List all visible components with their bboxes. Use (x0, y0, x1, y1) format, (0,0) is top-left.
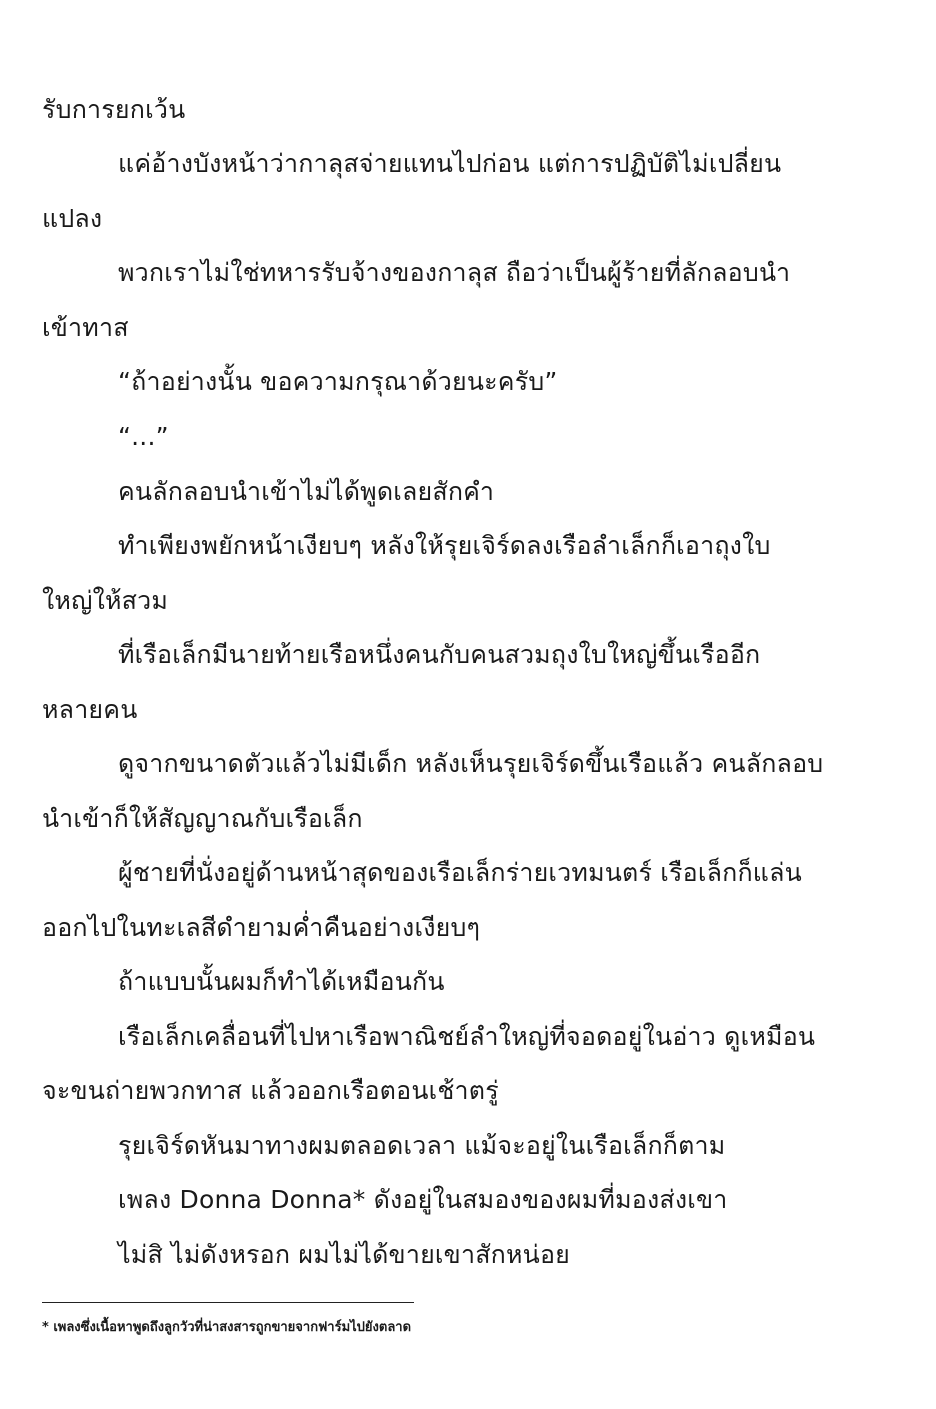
text-line: “ถ้าอย่างนั้น ขอความกรุณาด้วยนะครับ” (118, 367, 558, 396)
text-line: ออกไปในทะเลสีดำยามค่ำคืนอย่างเงียบๆ (42, 913, 481, 942)
text-line: ทำเพียงพยักหน้าเงียบๆ หลังให้รุยเจิร์ดลงเรือลำเล็กก็เอาถุงใบ (118, 531, 771, 560)
text-line: “...” (118, 422, 169, 451)
text-line: ที่เรือเล็กมีนายท้ายเรือหนึ่งคนกับคนสวมถุงใบใหญ่ขึ้นเรืออีก (118, 640, 761, 669)
text-line: ดูจากขนาดตัวแล้วไม่มีเด็ก หลังเห็นรุยเจิร์ดขึ้นเรือแล้ว คนลักลอบ (118, 749, 824, 778)
text-line: รับการยกเว้น (42, 95, 186, 124)
text-line: เรือเล็กเคลื่อนที่ไปหาเรือพาณิชย์ลำใหญ่ที่จอดอยู่ในอ่าว ดูเหมือน (118, 1022, 816, 1051)
footnote: * เพลงซึ่งเนื้อหาพูดถึงลูกวัวที่น่าสงสารถูกขายจากฟาร์มไปยังตลาด (42, 1320, 412, 1335)
text-line: แค่อ้างบังหน้าว่ากาลุสจ่ายแทนไปก่อน แต่การปฏิบัติไม่เปลี่ยน (118, 149, 782, 178)
text-line: ผู้ชายที่นั่งอยู่ด้านหน้าสุดของเรือเล็กร่ายเวทมนตร์ เรือเล็กก็แล่น (118, 858, 802, 887)
text-line: พวกเราไม่ใช่ทหารรับจ้างของกาลุส ถือว่าเป็นผู้ร้ายที่ลักลอบนำ (118, 258, 791, 287)
text-line: หลายคน (42, 695, 138, 724)
text-line: จะขนถ่ายพวกทาส แล้วออกเรือตอนเช้าตรู่ (42, 1076, 499, 1105)
text-line: ใหญ่ให้สวม (42, 586, 169, 615)
footnote-divider (42, 1302, 414, 1303)
text-line: ไม่สิ ไม่ดังหรอก ผมไม่ได้ขายเขาสักหน่อย (118, 1240, 571, 1269)
text-line: เพลง Donna Donna* ดังอยู่ในสมองของผมที่มองส่งเขา (118, 1185, 728, 1214)
text-line: แปลง (42, 204, 103, 233)
text-line: คนลักลอบนำเข้าไม่ได้พูดเลยสักคำ (118, 477, 495, 506)
text-line: ถ้าแบบนั้นผมก็ทำได้เหมือนกัน (118, 967, 445, 996)
text-line: นำเข้าก็ให้สัญญาณกับเรือเล็ก (42, 804, 363, 833)
text-line: รุยเจิร์ดหันมาทางผมตลอดเวลา แม้จะอยู่ในเรือเล็กก็ตาม (118, 1131, 726, 1160)
text-line: เข้าทาส (42, 313, 129, 342)
